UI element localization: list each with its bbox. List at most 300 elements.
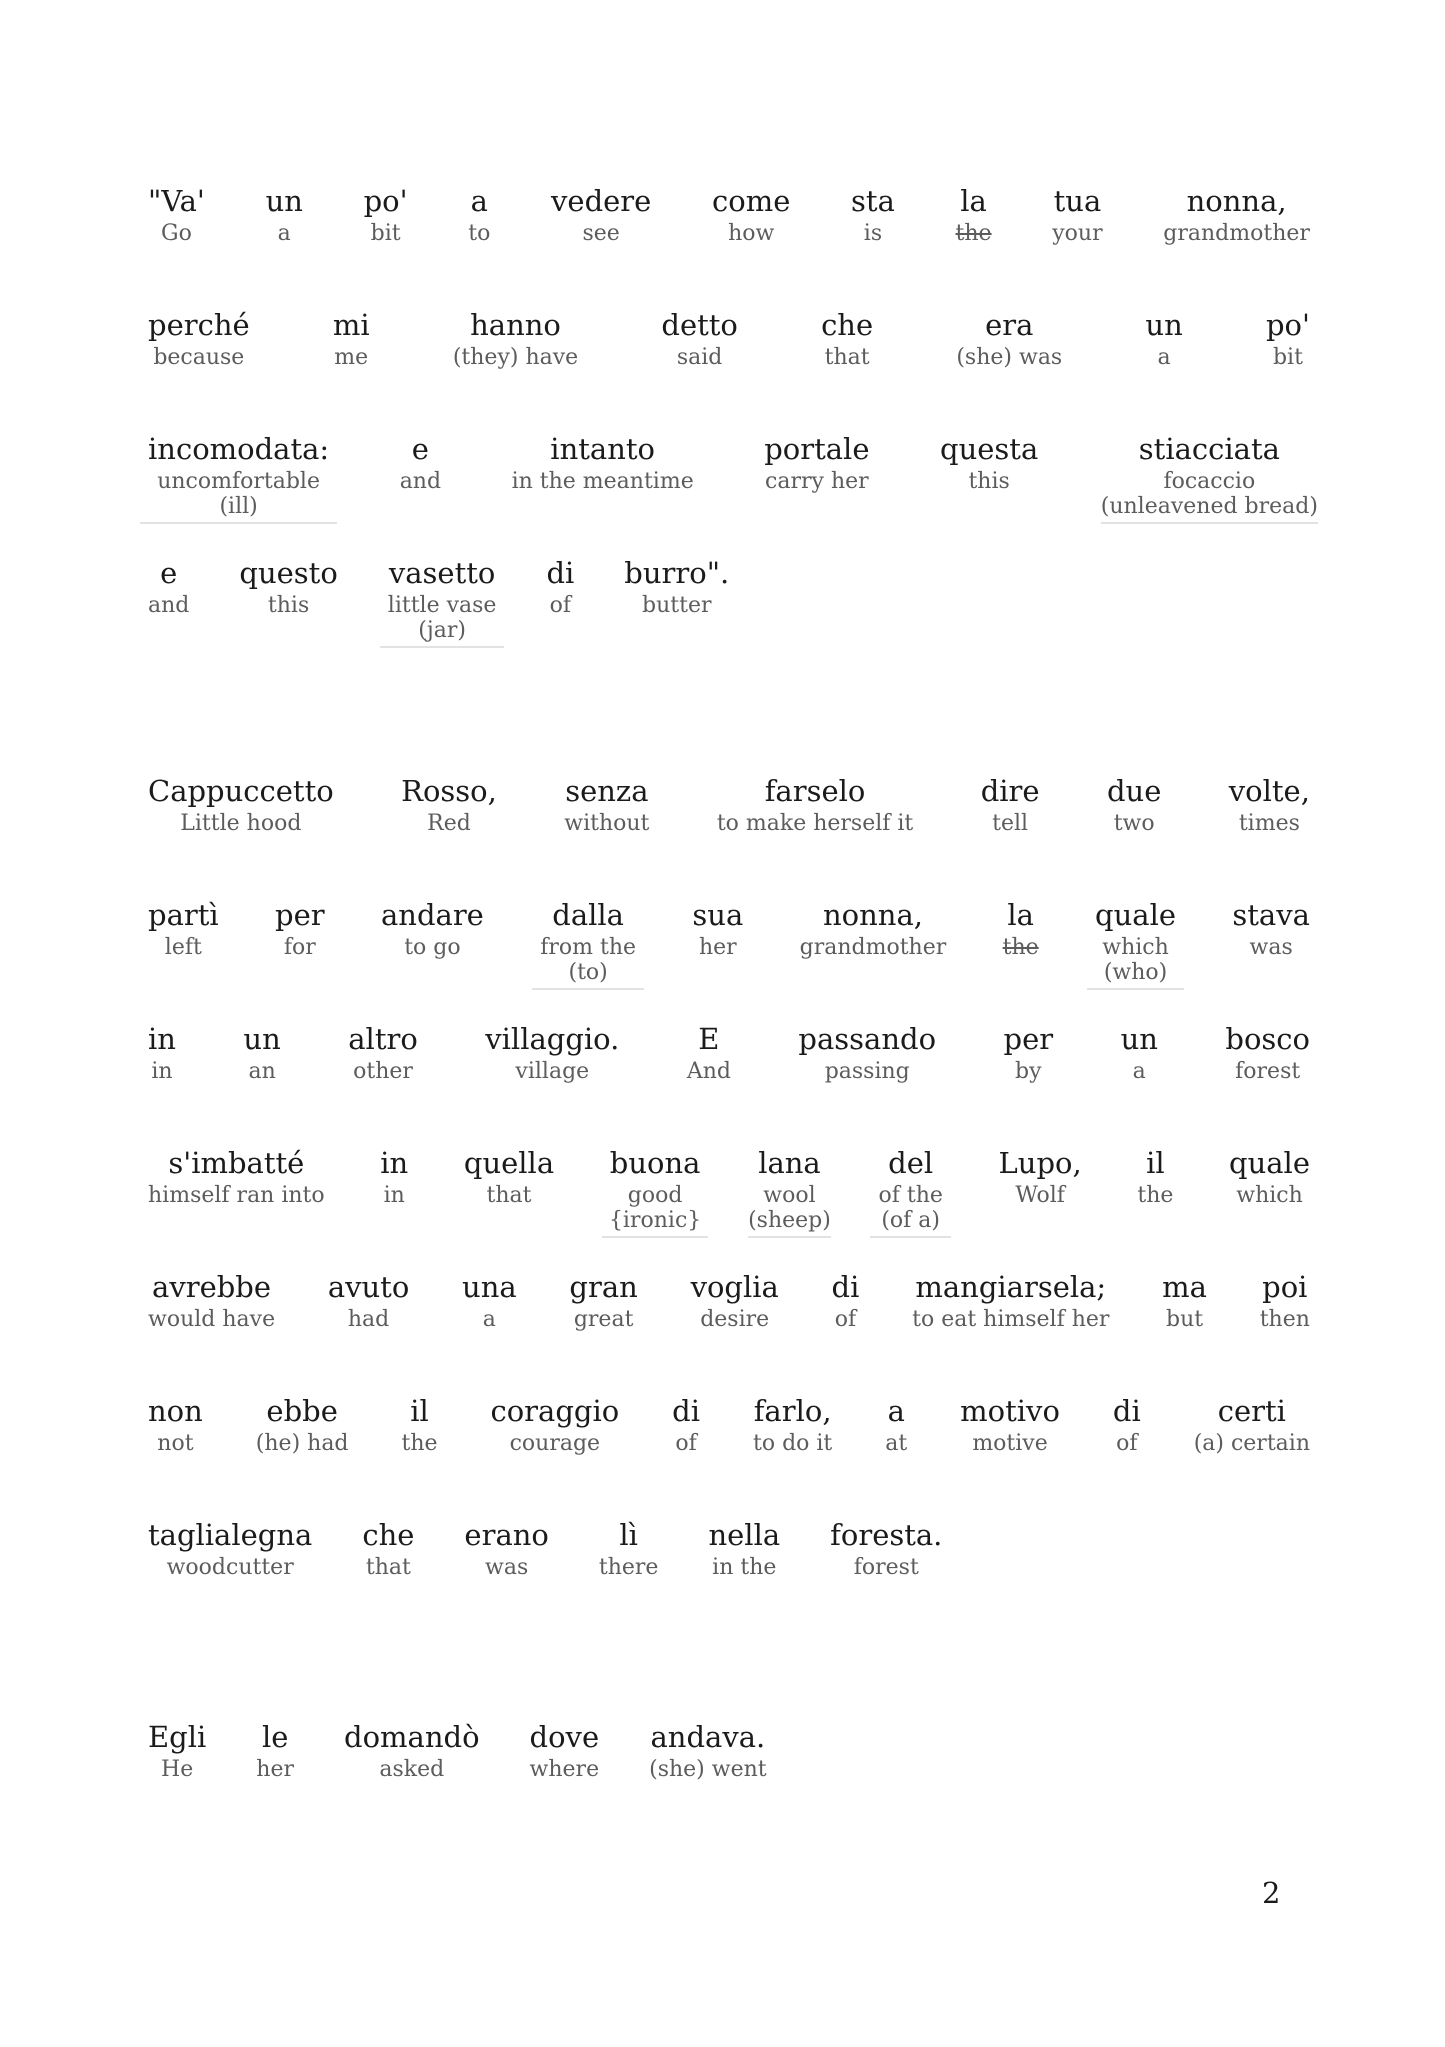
word-block <box>551 182 651 247</box>
word-block <box>912 1268 1109 1333</box>
gloss-line: the <box>955 221 992 246</box>
word-block <box>821 306 873 371</box>
italian-word: a <box>470 184 488 218</box>
italian-word: coraggio <box>490 1394 620 1428</box>
text-row <box>148 896 1310 1020</box>
italian-word: perché <box>148 308 250 342</box>
italian-word: come <box>712 184 791 218</box>
word-block <box>1229 1144 1310 1209</box>
word-block <box>266 182 303 247</box>
word-block <box>708 1516 780 1581</box>
word-block <box>381 896 484 961</box>
gloss-line: of <box>675 1431 697 1456</box>
text-row <box>148 306 1310 430</box>
word-block <box>546 554 574 619</box>
gloss-line: (she) went <box>649 1757 767 1782</box>
word-block <box>1162 1268 1207 1333</box>
word-block <box>1095 896 1176 990</box>
italian-word: motivo <box>960 1394 1060 1428</box>
gloss-secondary: (ill) <box>140 495 337 524</box>
gloss-line: said <box>676 345 723 370</box>
italian-word: intanto <box>550 432 655 466</box>
word-block <box>400 430 441 495</box>
gloss-line: me <box>334 345 369 370</box>
word-block <box>1266 306 1310 371</box>
italian-word: nonna, <box>1186 184 1287 218</box>
gloss-line: her <box>698 935 737 960</box>
word-block <box>764 430 869 495</box>
gloss-line: your <box>1052 221 1103 246</box>
italian-word: farlo, <box>753 1394 832 1428</box>
gloss-line: village <box>515 1059 590 1084</box>
gloss-line: butter <box>642 593 712 618</box>
text-row <box>148 1020 1310 1144</box>
gloss-secondary: (of a) <box>870 1209 950 1238</box>
italian-word: farselo <box>764 774 866 808</box>
gloss-line: that <box>365 1555 411 1580</box>
italian-word: sua <box>692 898 744 932</box>
italian-word: una <box>462 1270 517 1304</box>
gloss-line: which <box>1236 1183 1303 1208</box>
italian-word: ma <box>1162 1270 1207 1304</box>
gloss-line: focaccio <box>1163 469 1256 494</box>
word-block <box>851 182 895 247</box>
word-block <box>275 896 325 961</box>
word-block <box>256 1392 349 1457</box>
italian-word: avuto <box>327 1270 410 1304</box>
word-block <box>830 1516 942 1581</box>
italian-word: un <box>1145 308 1183 342</box>
word-block <box>687 1020 731 1085</box>
gloss-line: this <box>267 593 310 618</box>
gloss-line: to eat himself her <box>912 1307 1110 1332</box>
italian-word: hanno <box>470 308 561 342</box>
italian-word: partì <box>148 898 219 932</box>
italian-word: stava <box>1232 898 1310 932</box>
word-block <box>512 430 694 495</box>
gloss-line: to make herself it <box>716 811 914 836</box>
gloss-line: at <box>885 1431 908 1456</box>
gloss-line: (they) have <box>452 345 579 370</box>
word-block <box>753 1392 832 1457</box>
italian-word: dire <box>980 774 1040 808</box>
gloss-line: the <box>1002 935 1039 960</box>
gloss-line: asked <box>379 1757 445 1782</box>
italian-word: incomodata: <box>148 432 330 466</box>
word-block <box>1145 306 1182 371</box>
word-block <box>569 1268 637 1333</box>
word-block <box>148 182 205 247</box>
gloss-line: good <box>627 1183 683 1208</box>
word-block <box>1121 1020 1158 1085</box>
italian-word: dove <box>529 1720 600 1754</box>
gloss-line: was <box>485 1555 529 1580</box>
italian-word: portale <box>764 432 870 466</box>
italian-word: a <box>887 1394 905 1428</box>
gloss-line: but <box>1166 1307 1204 1332</box>
word-block <box>981 772 1040 837</box>
italian-word: due <box>1106 774 1162 808</box>
gloss-line: two <box>1113 811 1155 836</box>
text-row <box>148 1144 1310 1268</box>
text-row <box>148 430 1318 554</box>
italian-word: e <box>411 432 429 466</box>
text-row <box>148 1718 1310 1842</box>
italian-word: passando <box>798 1022 937 1056</box>
italian-word: di <box>831 1270 860 1304</box>
word-block <box>148 554 189 619</box>
gloss-line: Go <box>161 221 192 246</box>
text-row <box>148 1516 1310 1640</box>
italian-word: in <box>380 1146 409 1180</box>
gloss-line: forest <box>853 1555 919 1580</box>
word-block <box>712 182 790 247</box>
word-block <box>464 1144 554 1209</box>
word-block <box>1004 1020 1054 1085</box>
word-block <box>610 1144 701 1238</box>
italian-word: del <box>888 1146 934 1180</box>
italian-word: altro <box>348 1022 418 1056</box>
gloss-line: from the <box>540 935 637 960</box>
gloss-line: because <box>153 345 245 370</box>
italian-word: tua <box>1053 184 1102 218</box>
word-block <box>243 1020 280 1085</box>
gloss-line: courage <box>509 1431 601 1456</box>
gloss-line: Red <box>427 811 471 836</box>
word-block <box>1260 1268 1310 1333</box>
word-block <box>960 1392 1060 1457</box>
gloss-line: to do it <box>752 1431 833 1456</box>
gloss-line: himself ran into <box>148 1183 325 1208</box>
word-block <box>148 1718 206 1783</box>
word-block <box>388 554 497 648</box>
gloss-line: this <box>968 469 1010 494</box>
italian-word: andare <box>381 898 484 932</box>
italian-word: le <box>261 1720 289 1754</box>
word-block <box>956 306 1062 371</box>
gloss-line: of <box>1116 1431 1138 1456</box>
italian-word: volte, <box>1228 774 1310 808</box>
italian-word: poi <box>1262 1270 1308 1304</box>
italian-word: villaggio. <box>485 1022 620 1056</box>
italian-word: di <box>672 1394 701 1428</box>
gloss-line: would have <box>148 1307 276 1332</box>
gloss-line: passing <box>824 1059 910 1084</box>
italian-word: la <box>960 184 987 218</box>
word-block <box>1100 430 1318 524</box>
word-block <box>1194 1392 1310 1457</box>
gloss-line: that <box>824 345 870 370</box>
italian-word: po' <box>363 184 408 218</box>
word-block <box>717 772 913 837</box>
word-block <box>530 1718 600 1783</box>
italian-word: sta <box>851 184 895 218</box>
gloss-line: to go <box>404 935 461 960</box>
italian-word: mangiarsela; <box>915 1270 1107 1304</box>
italian-word: mi <box>332 308 370 342</box>
italian-word: un <box>1120 1022 1158 1056</box>
gloss-line: in <box>151 1059 173 1084</box>
italian-word: Egli <box>148 1720 207 1754</box>
gloss-line: and <box>148 593 190 618</box>
word-block <box>148 306 250 371</box>
word-block <box>239 554 337 619</box>
word-block <box>333 306 370 371</box>
word-block <box>672 1392 700 1457</box>
gloss-line: in the <box>712 1555 777 1580</box>
gloss-secondary: (who) <box>1087 961 1184 990</box>
gloss-line: Little hood <box>180 811 302 836</box>
italian-word: voglia <box>690 1270 779 1304</box>
word-block <box>940 430 1038 495</box>
italian-word: questo <box>239 556 338 590</box>
italian-word: nonna, <box>822 898 923 932</box>
paragraph <box>148 182 1318 678</box>
word-block <box>148 1144 325 1209</box>
gloss-line: where <box>529 1757 600 1782</box>
italian-word: avrebbe <box>152 1270 272 1304</box>
word-block <box>1107 772 1161 837</box>
gloss-line: not <box>157 1431 194 1456</box>
word-block <box>328 1268 409 1333</box>
gloss-line: there <box>598 1555 659 1580</box>
gloss-line: without <box>564 811 650 836</box>
italian-word: un <box>265 184 303 218</box>
word-block <box>1232 896 1310 961</box>
italian-word: questa <box>940 432 1039 466</box>
word-block <box>464 1516 548 1581</box>
italian-word: il <box>410 1394 429 1428</box>
italian-word: di <box>546 556 575 590</box>
paragraph <box>148 1718 1310 1842</box>
gloss-line: see <box>582 221 620 246</box>
word-block <box>832 1268 860 1333</box>
italian-word: bosco <box>1225 1022 1310 1056</box>
gloss-secondary: (unleavened bread) <box>1101 495 1318 524</box>
word-block <box>148 1516 312 1581</box>
gloss-line: bit <box>1272 345 1303 370</box>
gloss-line: of <box>834 1307 857 1332</box>
italian-word: e <box>160 556 178 590</box>
word-block <box>148 772 334 837</box>
gloss-line: (she) was <box>956 345 1063 370</box>
word-block <box>878 1144 942 1238</box>
gloss-line: of <box>549 593 572 618</box>
gloss-line: is <box>863 221 883 246</box>
italian-word: senza <box>565 774 649 808</box>
word-block <box>453 306 578 371</box>
gloss-line: the <box>401 1431 438 1456</box>
word-block <box>1137 1144 1173 1209</box>
italian-word: per <box>275 898 325 932</box>
word-block <box>344 1718 480 1783</box>
italian-word: E <box>698 1022 720 1056</box>
italian-word: domandò <box>344 1720 480 1754</box>
italian-word: erano <box>464 1518 549 1552</box>
gloss-line: in the meantime <box>511 469 694 494</box>
gloss-secondary: {ironic} <box>602 1209 709 1238</box>
gloss-line: to <box>468 221 491 246</box>
italian-word: che <box>362 1518 415 1552</box>
gloss-line: of the <box>878 1183 943 1208</box>
italian-word: lì <box>619 1518 638 1552</box>
gloss-line: grandmother <box>1163 221 1310 246</box>
italian-word: non <box>148 1394 203 1428</box>
word-block <box>148 430 329 524</box>
italian-word: era <box>985 308 1034 342</box>
italian-word: la <box>1007 898 1034 932</box>
italian-word: un <box>243 1022 281 1056</box>
gloss-line: that <box>486 1183 532 1208</box>
italian-word: quella <box>463 1146 555 1180</box>
word-block <box>564 772 649 837</box>
italian-word: Cappuccetto <box>148 774 334 808</box>
text-row <box>148 554 1310 678</box>
gloss-line: little vase <box>387 593 497 618</box>
gloss-secondary: (jar) <box>380 619 505 648</box>
gloss-line: He <box>161 1757 194 1782</box>
gloss-line: and <box>399 469 442 494</box>
word-block <box>661 306 738 371</box>
word-block <box>885 1392 907 1457</box>
gloss-line: a <box>1132 1059 1146 1084</box>
word-block <box>362 1516 414 1581</box>
gloss-line: which <box>1102 935 1169 960</box>
italian-word: per <box>1003 1022 1054 1056</box>
word-block <box>490 1392 619 1457</box>
text-row <box>148 772 1310 896</box>
gloss-line: had <box>347 1307 390 1332</box>
gloss-line: a <box>482 1307 496 1332</box>
italian-word: lana <box>758 1146 821 1180</box>
gloss-line: was <box>1249 935 1293 960</box>
gloss-line: a <box>277 221 291 246</box>
text-row <box>148 1268 1310 1392</box>
word-block <box>800 896 947 961</box>
gloss-line: by <box>1015 1059 1042 1084</box>
italian-word: vasetto <box>388 556 496 590</box>
gloss-line: great <box>573 1307 634 1332</box>
word-block <box>748 1144 831 1238</box>
word-block <box>148 1268 275 1333</box>
gloss-secondary: (sheep) <box>748 1209 831 1238</box>
gloss-line: in <box>383 1183 405 1208</box>
word-block <box>148 1020 176 1085</box>
word-block <box>1113 1392 1141 1457</box>
italian-word: il <box>1146 1146 1165 1180</box>
word-block <box>1003 896 1039 961</box>
gloss-line: motive <box>972 1431 1048 1456</box>
gloss-line: (a) certain <box>1193 1431 1310 1456</box>
page-number: 2 <box>1262 1876 1281 1910</box>
italian-word: andava. <box>650 1720 766 1754</box>
word-block <box>401 1392 437 1457</box>
gloss-line: left <box>164 935 202 960</box>
italian-word: foresta. <box>830 1518 943 1552</box>
word-block <box>462 1268 517 1333</box>
word-block <box>401 772 497 837</box>
italian-word: in <box>148 1022 176 1056</box>
gloss-line: then <box>1259 1307 1310 1332</box>
interlinear-text <box>148 182 1318 1842</box>
italian-word: vedere <box>551 184 652 218</box>
gloss-line: woodcutter <box>166 1555 294 1580</box>
italian-word: detto <box>661 308 738 342</box>
word-block <box>380 1144 408 1209</box>
text-row <box>148 182 1310 306</box>
gloss-line: how <box>728 221 775 246</box>
word-block <box>348 1020 418 1085</box>
gloss-line: grandmother <box>799 935 947 960</box>
gloss-line: a <box>1157 345 1171 370</box>
gloss-line: (he) had <box>255 1431 349 1456</box>
word-block <box>1229 772 1310 837</box>
gloss-line: uncomfortable <box>157 469 320 494</box>
word-block <box>148 1392 203 1457</box>
word-block <box>1163 182 1310 247</box>
paragraph <box>148 772 1310 1640</box>
italian-word: burro". <box>624 556 730 590</box>
italian-word: certi <box>1217 1394 1286 1428</box>
italian-word: dalla <box>552 898 624 932</box>
word-block <box>599 1516 659 1581</box>
gloss-line: And <box>686 1059 731 1084</box>
gloss-line: forest <box>1235 1059 1301 1084</box>
italian-word: s'imbatté <box>168 1146 305 1180</box>
word-block <box>649 1718 767 1783</box>
word-block <box>691 1268 779 1333</box>
italian-word: quale <box>1095 898 1177 932</box>
italian-word: Rosso, <box>401 774 497 808</box>
italian-word: di <box>1112 1394 1141 1428</box>
word-block <box>798 1020 936 1085</box>
word-block <box>148 896 219 961</box>
word-block <box>364 182 408 247</box>
word-block <box>624 554 729 619</box>
gloss-secondary: (to) <box>532 961 644 990</box>
gloss-line: for <box>283 935 316 960</box>
gloss-line: an <box>248 1059 276 1084</box>
word-block <box>540 896 636 990</box>
word-block <box>485 1020 619 1085</box>
italian-word: po' <box>1265 308 1310 342</box>
italian-word: ebbe <box>266 1394 338 1428</box>
word-block <box>692 896 743 961</box>
word-block <box>1225 1020 1310 1085</box>
gloss-line: tell <box>992 811 1029 836</box>
italian-word: che <box>821 308 874 342</box>
word-block <box>1052 182 1102 247</box>
word-block <box>256 1718 294 1783</box>
italian-word: gran <box>569 1270 638 1304</box>
word-block <box>956 182 992 247</box>
italian-word: taglialegna <box>148 1518 313 1552</box>
gloss-line: carry her <box>765 469 869 494</box>
gloss-line: other <box>353 1059 413 1084</box>
gloss-line: the <box>1137 1183 1174 1208</box>
gloss-line: wool <box>763 1183 816 1208</box>
italian-word: stiacciata <box>1138 432 1280 466</box>
gloss-line: bit <box>370 221 401 246</box>
gloss-line: desire <box>700 1307 770 1332</box>
gloss-line: Wolf <box>1015 1183 1065 1208</box>
word-block <box>999 1144 1082 1209</box>
word-block <box>468 182 490 247</box>
italian-word: Lupo, <box>998 1146 1082 1180</box>
italian-word: quale <box>1229 1146 1310 1180</box>
italian-word: buona <box>609 1146 701 1180</box>
italian-word: "Va' <box>148 184 205 218</box>
